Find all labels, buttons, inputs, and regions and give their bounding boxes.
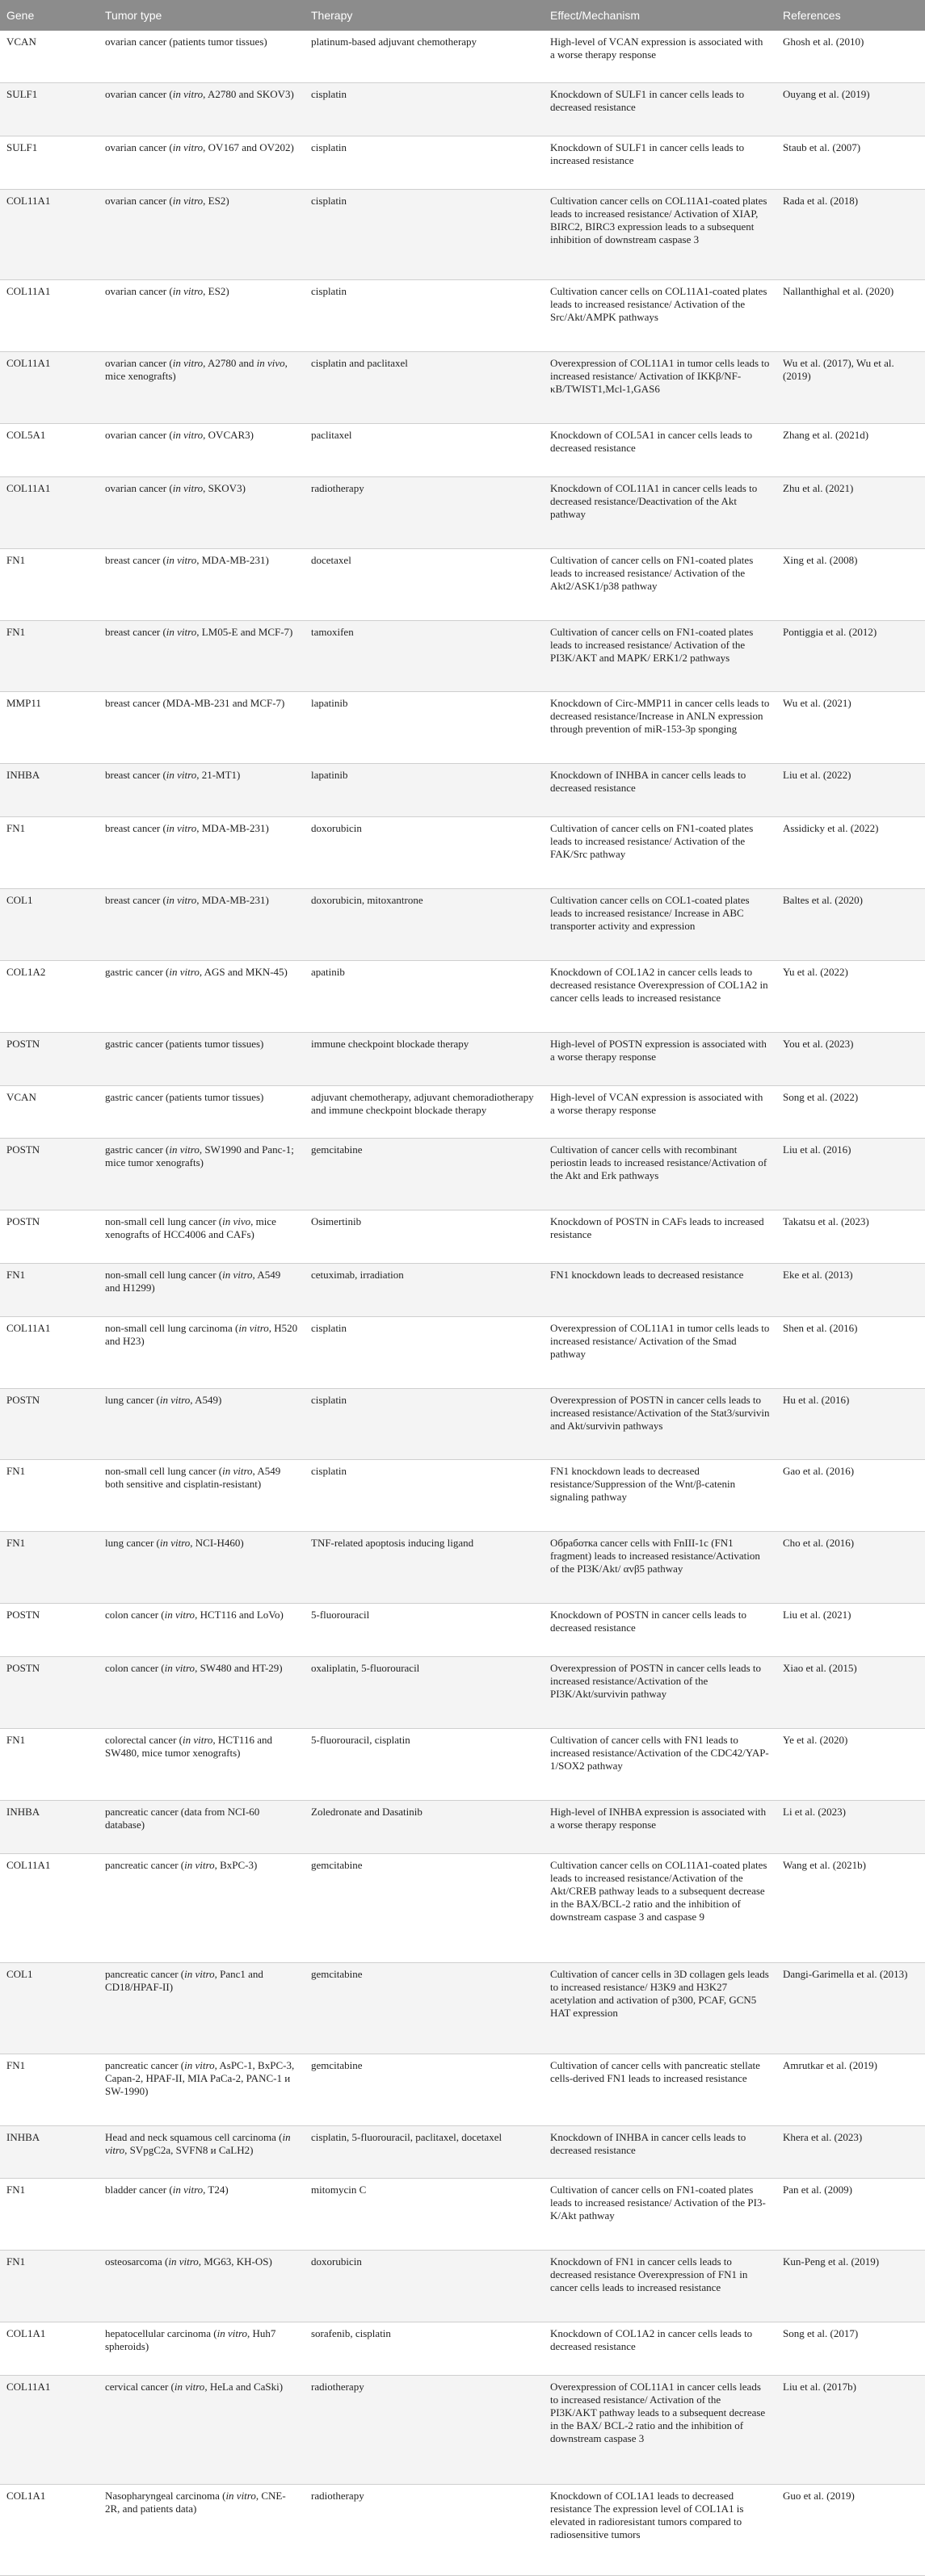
therapy-cell: immune checkpoint blockade therapy — [305, 1033, 544, 1086]
therapy-cell: lapatinib — [305, 692, 544, 764]
therapy-cell: cisplatin — [305, 1316, 544, 1388]
therapy-cell: gemcitabine — [305, 1139, 544, 1210]
therapy-cell: gemcitabine — [305, 1963, 544, 2054]
gene-cell: COL1 — [0, 889, 99, 961]
reference-cell: Liu et al. (2016) — [776, 1139, 925, 1210]
reference-cell: Yu et al. (2022) — [776, 961, 925, 1033]
table-row — [0, 2322, 925, 2376]
effect-mechanism-cell: Cultivation of cancer cells on FN1-coated plates leads to increased resistance/ Activation of the FAK/Src pathway — [544, 817, 776, 889]
gene-cell: FN1 — [0, 548, 99, 620]
table-row — [0, 1729, 925, 1801]
reference-cell: Song et al. (2017) — [776, 2322, 925, 2376]
table-row — [0, 1460, 925, 1532]
gene-cell: FN1 — [0, 2054, 99, 2125]
gene-cell: POSTN — [0, 1657, 99, 1729]
gene-cell: COL1A1 — [0, 2485, 99, 2576]
table-row — [0, 1388, 925, 1460]
tumor-type-cell: gastric cancer (in vitro, AGS and MKN-45) — [99, 961, 305, 1033]
gene-cell: COL1 — [0, 1963, 99, 2054]
table-row — [0, 31, 925, 83]
effect-mechanism-cell: Overexpression of COL11A1 in tumor cells leads to increased resistance/ Activation of IKKβ/NF-κB/TWIST1,Mcl-1,GAS6 — [544, 351, 776, 423]
therapy-cell: cisplatin — [305, 280, 544, 352]
header-row — [0, 0, 925, 31]
effect-mechanism-cell: Cultivation of cancer cells on FN1-coated plates leads to increased resistance/ Activation of the PI3-K/Akt pathway — [544, 2179, 776, 2251]
tumor-type-cell: Nasopharyngeal carcinoma (in vitro, CNE-2R, and patients data) — [99, 2485, 305, 2576]
reference-cell: Eke et al. (2013) — [776, 1263, 925, 1316]
table-row — [0, 1033, 925, 1086]
table-row — [0, 2179, 925, 2251]
effect-mechanism-cell: Cultivation cancer cells on COL1-coated plates leads to increased resistance/ Increase in ABC transporter activity and expression — [544, 889, 776, 961]
reference-cell: Liu et al. (2022) — [776, 764, 925, 817]
table-row — [0, 351, 925, 423]
therapy-cell: cisplatin — [305, 1388, 544, 1460]
gene-cell: COL11A1 — [0, 189, 99, 279]
gene-cell: VCAN — [0, 1085, 99, 1139]
reference-cell: Rada et al. (2018) — [776, 189, 925, 279]
therapy-cell: gemcitabine — [305, 1853, 544, 1963]
reference-cell: Ghosh et al. (2010) — [776, 31, 925, 83]
gene-cell: COL11A1 — [0, 1316, 99, 1388]
table-row — [0, 1853, 925, 1963]
gene-cell: POSTN — [0, 1388, 99, 1460]
gene-cell: POSTN — [0, 1139, 99, 1210]
reference-cell: Liu et al. (2021) — [776, 1604, 925, 1657]
tumor-type-cell: breast cancer (in vitro, LM05-E and MCF-7) — [99, 620, 305, 692]
header-gene: Gene — [0, 0, 99, 31]
therapy-cell: Osimertinib — [305, 1210, 544, 1264]
effect-mechanism-cell: Knockdown of POSTN in cancer cells leads to decreased resistance — [544, 1604, 776, 1657]
reference-cell: Gao et al. (2016) — [776, 1460, 925, 1532]
gene-cell: COL11A1 — [0, 351, 99, 423]
tumor-type-cell: gastric cancer (patients tumor tissues) — [99, 1033, 305, 1086]
tumor-type-cell: hepatocellular carcinoma (in vitro, Huh7 spheroids) — [99, 2322, 305, 2376]
tumor-type-cell: ovarian cancer (in vitro, ES2) — [99, 189, 305, 279]
tumor-type-cell: osteosarcoma (in vitro, MG63, KH-OS) — [99, 2251, 305, 2322]
gene-cell: FN1 — [0, 620, 99, 692]
therapy-cell: lapatinib — [305, 764, 544, 817]
therapy-cell: cisplatin, 5-fluorouracil, paclitaxel, docetaxel — [305, 2125, 544, 2179]
reference-cell: Shen et al. (2016) — [776, 1316, 925, 1388]
reference-cell: Li et al. (2023) — [776, 1800, 925, 1853]
therapy-cell: oxaliplatin, 5-fluorouracil — [305, 1657, 544, 1729]
tumor-type-cell: pancreatic cancer (data from NCI-60 database) — [99, 1800, 305, 1853]
tumor-type-cell: breast cancer (in vitro, MDA-MB-231) — [99, 889, 305, 961]
table-row — [0, 692, 925, 764]
effect-mechanism-cell: Knockdown of POSTN in CAFs leads to increased resistance — [544, 1210, 776, 1264]
therapy-cell: TNF-related apoptosis inducing ligand — [305, 1532, 544, 1604]
table-row — [0, 1316, 925, 1388]
tumor-type-cell: non-small cell lung cancer (in vitro, A549 both sensitive and cisplatin-resistant) — [99, 1460, 305, 1532]
table-row — [0, 83, 925, 136]
gene-cell: POSTN — [0, 1604, 99, 1657]
gene-cell: VCAN — [0, 31, 99, 83]
therapy-cell: doxorubicin — [305, 2251, 544, 2322]
therapy-cell: doxorubicin — [305, 817, 544, 889]
table-row — [0, 476, 925, 548]
therapy-cell: cisplatin — [305, 136, 544, 190]
effect-mechanism-cell: Knockdown of Circ-MMP11 in cancer cells leads to decreased resistance/Increase in ANLN expression through prevention of miR-153-3p sponging — [544, 692, 776, 764]
tumor-type-cell: breast cancer (in vitro, 21-MT1) — [99, 764, 305, 817]
effect-mechanism-cell: Knockdown of COL1A2 in cancer cells leads to decreased resistance Overexpression of COL1A2 in cancer cells leads to increased resistance — [544, 961, 776, 1033]
effect-mechanism-cell: Cultivation cancer cells on COL11A1-coated plates leads to increased resistance/ Activation of XIAP, BIRC2, BIRC3 expression leads to a subsequent inhibition of downstream caspase 3 — [544, 189, 776, 279]
reference-cell: Baltes et al. (2020) — [776, 889, 925, 961]
effect-mechanism-cell: Overexpression of POSTN in cancer cells leads to increased resistance/Activation of the PI3K/Akt/survivin pathway — [544, 1657, 776, 1729]
table-row — [0, 1210, 925, 1264]
table-row — [0, 1532, 925, 1604]
table-row — [0, 2485, 925, 2576]
reference-cell: Xiao et al. (2015) — [776, 1657, 925, 1729]
header-therapy: Therapy — [305, 0, 544, 31]
effect-mechanism-cell: High-level of INHBA expression is associated with a worse therapy response — [544, 1800, 776, 1853]
reference-cell: Wang et al. (2021b) — [776, 1853, 925, 1963]
table-row — [0, 1963, 925, 2054]
effect-mechanism-cell: Cultivation of cancer cells with FN1 leads to increased resistance/Activation of the CDC42/YAP-1/SOX2 pathway — [544, 1729, 776, 1801]
gene-cell: FN1 — [0, 1532, 99, 1604]
effect-mechanism-cell: Cultivation cancer cells on COL11A1-coated plates leads to increased resistance/Activation of the Akt/CREB pathway leads to a subsequent decrease in the BAX/BCL-2 ratio and the inhibition of downstream caspase 3 and caspase 9 — [544, 1853, 776, 1963]
effect-mechanism-cell: Cultivation cancer cells on COL11A1-coated plates leads to increased resistance/ Activation of the Src/Akt/AMPK pathways — [544, 280, 776, 352]
gene-cell: FN1 — [0, 2179, 99, 2251]
tumor-type-cell: pancreatic cancer (in vitro, BxPC-3) — [99, 1853, 305, 1963]
effect-mechanism-cell: Cultivation of cancer cells on FN1-coated plates leads to increased resistance/ Activation of the PI3K/AKT and MAPK/ ERK1/2 pathways — [544, 620, 776, 692]
table-row — [0, 423, 925, 476]
gene-cell: COL11A1 — [0, 1853, 99, 1963]
tumor-type-cell: colon cancer (in vitro, SW480 and HT-29) — [99, 1657, 305, 1729]
tumor-type-cell: ovarian cancer (patients tumor tissues) — [99, 31, 305, 83]
gene-cell: POSTN — [0, 1033, 99, 1086]
gene-cell: COL5A1 — [0, 423, 99, 476]
tumor-type-cell: ovarian cancer (in vitro, ES2) — [99, 280, 305, 352]
therapy-cell: cisplatin and paclitaxel — [305, 351, 544, 423]
tumor-type-cell: gastric cancer (in vitro, SW1990 and Panc-1; mice tumor xenografts) — [99, 1139, 305, 1210]
gene-cell: INHBA — [0, 2125, 99, 2179]
table-row — [0, 2054, 925, 2125]
gene-cell: POSTN — [0, 1210, 99, 1264]
reference-cell: Song et al. (2022) — [776, 1085, 925, 1139]
reference-cell: Pan et al. (2009) — [776, 2179, 925, 2251]
reference-cell: Amrutkar et al. (2019) — [776, 2054, 925, 2125]
reference-cell: Hu et al. (2016) — [776, 1388, 925, 1460]
tumor-type-cell: cervical cancer (in vitro, HeLa and CaSki) — [99, 2375, 305, 2485]
tumor-type-cell: breast cancer (in vitro, MDA-MB-231) — [99, 548, 305, 620]
tumor-type-cell: bladder cancer (in vitro, T24) — [99, 2179, 305, 2251]
effect-mechanism-cell: Knockdown of COL1A2 in cancer cells leads to decreased resistance — [544, 2322, 776, 2376]
table-row — [0, 764, 925, 817]
header-tumor-type: Tumor type — [99, 0, 305, 31]
effect-mechanism-cell: Knockdown of COL5A1 in cancer cells leads to decreased resistance — [544, 423, 776, 476]
effect-mechanism-cell: High-level of VCAN expression is associated with a worse therapy response — [544, 1085, 776, 1139]
gene-cell: INHBA — [0, 764, 99, 817]
table-row — [0, 620, 925, 692]
table-row — [0, 1085, 925, 1139]
reference-cell: Zhu et al. (2021) — [776, 476, 925, 548]
tumor-type-cell: colon cancer (in vitro, HCT116 and LoVo) — [99, 1604, 305, 1657]
tumor-type-cell: pancreatic cancer (in vitro, Panc1 and CD18/HPAF-II) — [99, 1963, 305, 2054]
therapy-cell: radiotherapy — [305, 2375, 544, 2485]
reference-cell: Staub et al. (2007) — [776, 136, 925, 190]
table-row — [0, 2375, 925, 2485]
effect-mechanism-cell: Knockdown of INHBA in cancer cells leads to decreased resistance — [544, 764, 776, 817]
reference-cell: Assidicky et al. (2022) — [776, 817, 925, 889]
reference-cell: Takatsu et al. (2023) — [776, 1210, 925, 1264]
table-row — [0, 889, 925, 961]
therapy-cell: cetuximab, irradiation — [305, 1263, 544, 1316]
therapy-cell: cisplatin — [305, 1460, 544, 1532]
effect-mechanism-cell: Cultivation of cancer cells in 3D collagen gels leads to increased resistance/ H3K9 and H3K27 acetylation and activation of p300, PCAF, GCN5 HAT expression — [544, 1963, 776, 2054]
table-row — [0, 280, 925, 352]
gene-cell: FN1 — [0, 1729, 99, 1801]
reference-cell: Kun-Peng et al. (2019) — [776, 2251, 925, 2322]
therapy-cell: 5-fluorouracil, cisplatin — [305, 1729, 544, 1801]
reference-cell: You et al. (2023) — [776, 1033, 925, 1086]
table-row — [0, 2125, 925, 2179]
effect-mechanism-cell: Overexpression of COL11A1 in cancer cells leads to increased resistance/ Activation of the PI3K/AKT pathway leads to a subsequent decrease in the BAX/ BCL-2 ratio and the inhibition of downstream caspase 3 — [544, 2375, 776, 2485]
therapy-cell: radiotherapy — [305, 476, 544, 548]
therapy-cell: radiotherapy — [305, 2485, 544, 2576]
therapy-cell: cisplatin — [305, 189, 544, 279]
therapy-cell: adjuvant chemotherapy, adjuvant chemoradiotherapy and immune checkpoint blockade therapy — [305, 1085, 544, 1139]
effect-mechanism-cell: FN1 knockdown leads to decreased resistance — [544, 1263, 776, 1316]
effect-mechanism-cell: Cultivation of cancer cells on FN1-coated plates leads to increased resistance/ Activation of the Akt2/ASK1/p38 pathway — [544, 548, 776, 620]
tumor-type-cell: breast cancer (MDA-MB-231 and MCF-7) — [99, 692, 305, 764]
tumor-type-cell: gastric cancer (patients tumor tissues) — [99, 1085, 305, 1139]
effect-mechanism-cell: Knockdown of COL1A1 leads to decreased resistance The expression level of COL1A1 is elevated in radioresistant tumors compared to radiosensitive tumors — [544, 2485, 776, 2576]
tumor-type-cell: non-small cell lung carcinoma (in vitro, H520 and H23) — [99, 1316, 305, 1388]
gene-cell: COL11A1 — [0, 280, 99, 352]
gene-cell: INHBA — [0, 1800, 99, 1853]
gene-cell: COL1A2 — [0, 961, 99, 1033]
gene-cell: COL11A1 — [0, 2375, 99, 2485]
effect-mechanism-cell: FN1 knockdown leads to decreased resistance/Suppression of the Wnt/β-catenin signaling pathway — [544, 1460, 776, 1532]
reference-cell: Wu et al. (2021) — [776, 692, 925, 764]
effect-mechanism-cell: Knockdown of FN1 in cancer cells leads to decreased resistance Overexpression of FN1 in cancer cells leads to increased resistance — [544, 2251, 776, 2322]
effect-mechanism-cell: High-level of VCAN expression is associated with a worse therapy response — [544, 31, 776, 83]
table-row — [0, 1800, 925, 1853]
therapy-cell: 5-fluorouracil — [305, 1604, 544, 1657]
tumor-type-cell: breast cancer (in vitro, MDA-MB-231) — [99, 817, 305, 889]
tumor-type-cell: non-small cell lung cancer (in vitro, A549 and H1299) — [99, 1263, 305, 1316]
tumor-type-cell: Head and neck squamous cell carcinoma (in vitro, SVpgC2a, SVFN8 и CaLH2) — [99, 2125, 305, 2179]
therapy-cell: paclitaxel — [305, 423, 544, 476]
reference-cell: Dangi-Garimella et al. (2013) — [776, 1963, 925, 2054]
table-header — [0, 0, 925, 31]
table-row — [0, 136, 925, 190]
reference-cell: Zhang et al. (2021d) — [776, 423, 925, 476]
reference-cell: Pontiggia et al. (2012) — [776, 620, 925, 692]
therapy-cell: apatinib — [305, 961, 544, 1033]
therapy-cell: docetaxel — [305, 548, 544, 620]
tumor-type-cell: colorectal cancer (in vitro, HCT116 and SW480, mice tumor xenografts) — [99, 1729, 305, 1801]
gene-cell: COL1A1 — [0, 2322, 99, 2376]
table-row — [0, 961, 925, 1033]
therapy-cell: cisplatin — [305, 83, 544, 136]
reference-cell: Ouyang et al. (2019) — [776, 83, 925, 136]
reference-cell: Khera et al. (2023) — [776, 2125, 925, 2179]
therapy-cell: platinum-based adjuvant chemotherapy — [305, 31, 544, 83]
tumor-type-cell: pancreatic cancer (in vitro, AsPC-1, BxPC-3, Capan-2, HPAF-II, MIA PaCa-2, PANC-1 и SW-1990) — [99, 2054, 305, 2125]
reference-cell: Ye et al. (2020) — [776, 1729, 925, 1801]
therapy-cell: Zoledronate and Dasatinib — [305, 1800, 544, 1853]
table-row — [0, 817, 925, 889]
reference-cell: Cho et al. (2016) — [776, 1532, 925, 1604]
table-row — [0, 2251, 925, 2322]
reference-cell: Nallanthighal et al. (2020) — [776, 280, 925, 352]
reference-cell: Wu et al. (2017), Wu et al. (2019) — [776, 351, 925, 423]
reference-cell: Guo et al. (2019) — [776, 2485, 925, 2576]
tumor-type-cell: lung cancer (in vitro, A549) — [99, 1388, 305, 1460]
reference-cell: Xing et al. (2008) — [776, 548, 925, 620]
therapy-cell: sorafenib, cisplatin — [305, 2322, 544, 2376]
effect-mechanism-cell: Knockdown of SULF1 in cancer cells leads to increased resistance — [544, 136, 776, 190]
reference-cell: Liu et al. (2017b) — [776, 2375, 925, 2485]
table-row — [0, 548, 925, 620]
therapy-cell: tamoxifen — [305, 620, 544, 692]
therapy-cell: gemcitabine — [305, 2054, 544, 2125]
gene-cell: SULF1 — [0, 83, 99, 136]
table-row — [0, 1263, 925, 1316]
table-row — [0, 1604, 925, 1657]
effect-mechanism-cell: Knockdown of COL11A1 in cancer cells leads to decreased resistance/Deactivation of the Akt pathway — [544, 476, 776, 548]
table-body — [0, 31, 925, 2576]
effect-mechanism-cell: High-level of POSTN expression is associated with a worse therapy response — [544, 1033, 776, 1086]
gene-cell: FN1 — [0, 1263, 99, 1316]
tumor-type-cell: ovarian cancer (in vitro, A2780 and SKOV3) — [99, 83, 305, 136]
tumor-type-cell: ovarian cancer (in vitro, SKOV3) — [99, 476, 305, 548]
therapy-cell: doxorubicin, mitoxantrone — [305, 889, 544, 961]
effect-mechanism-cell: Overexpression of POSTN in cancer cells leads to increased resistance/Activation of the Stat3/survivin and Akt/survivin pathways — [544, 1388, 776, 1460]
tumor-type-cell: non-small cell lung cancer (in vivo, mice xenografts of HCC4006 and CAFs) — [99, 1210, 305, 1264]
gene-cell: COL11A1 — [0, 476, 99, 548]
effect-mechanism-cell: Overexpression of COL11A1 in tumor cells leads to increased resistance/ Activation of the Smad pathway — [544, 1316, 776, 1388]
table-row — [0, 1139, 925, 1210]
table-row — [0, 189, 925, 279]
tumor-type-cell: ovarian cancer (in vitro, OV167 and OV202) — [99, 136, 305, 190]
header-effect-mechanism: Effect/Mechanism — [544, 0, 776, 31]
effect-mechanism-cell: Обработка cancer cells with FnIII-1c (FN1 fragment) leads to increased resistance/Activation of the PI3K/Akt/ αvβ5 pathway — [544, 1532, 776, 1604]
header-references: References — [776, 0, 925, 31]
effect-mechanism-cell: Knockdown of INHBA in cancer cells leads to decreased resistance — [544, 2125, 776, 2179]
tumor-type-cell: ovarian cancer (in vitro, A2780 and in vivo, mice xenografts) — [99, 351, 305, 423]
tumor-type-cell: ovarian cancer (in vitro, OVCAR3) — [99, 423, 305, 476]
effect-mechanism-cell: Cultivation of cancer cells with pancreatic stellate cells-derived FN1 leads to increased resistance — [544, 2054, 776, 2125]
gene-cell: FN1 — [0, 817, 99, 889]
gene-cell: SULF1 — [0, 136, 99, 190]
gene-cell: MMP11 — [0, 692, 99, 764]
effect-mechanism-cell: Knockdown of SULF1 in cancer cells leads to decreased resistance — [544, 83, 776, 136]
therapy-cell: mitomycin C — [305, 2179, 544, 2251]
table-row — [0, 1657, 925, 1729]
gene-cell: FN1 — [0, 2251, 99, 2322]
effect-mechanism-cell: Cultivation of cancer cells with recombinant periostin leads to increased resistance/Activation of the Akt and Erk pathways — [544, 1139, 776, 1210]
gene-cell: FN1 — [0, 1460, 99, 1532]
tumor-type-cell: lung cancer (in vitro, NCI-H460) — [99, 1532, 305, 1604]
